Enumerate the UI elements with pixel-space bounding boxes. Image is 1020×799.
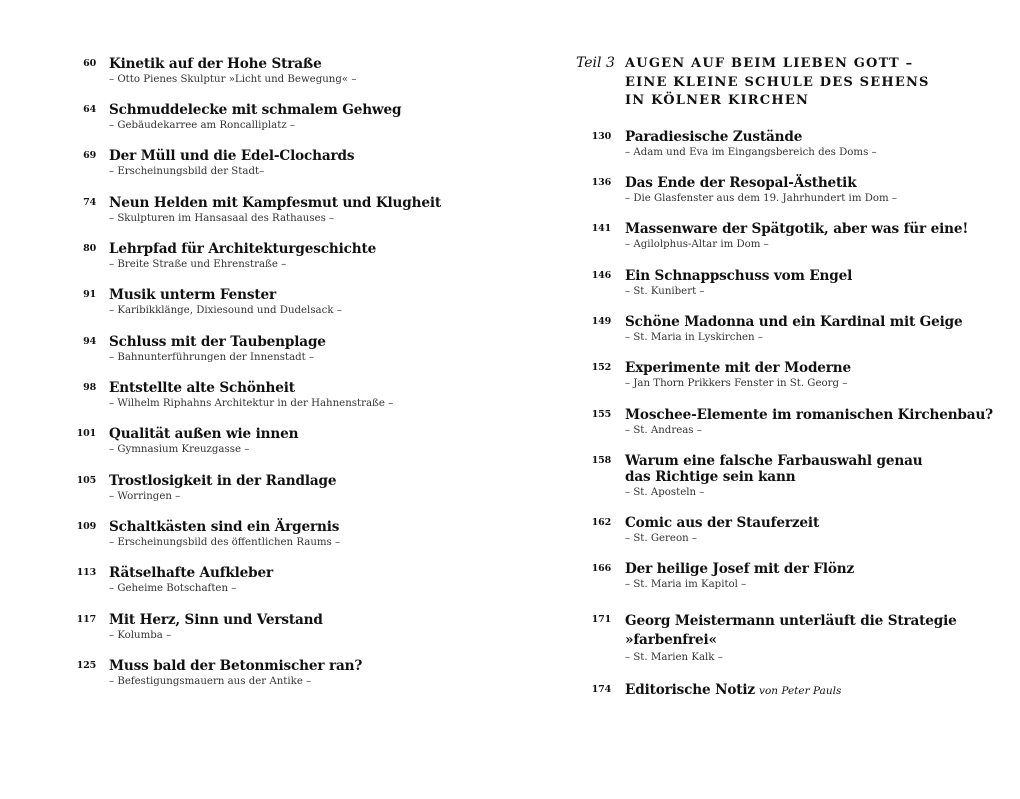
page-number: 146 [591, 270, 611, 281]
page-number: 152 [591, 362, 611, 373]
page-number: 91 [83, 289, 96, 300]
entry-title: Trostlosigkeit in der Randlage [109, 473, 337, 489]
entry-title: Musik unterm Fenster [109, 287, 277, 303]
page-number: 149 [591, 316, 611, 327]
entry-title-line: »farbenfrei« [625, 632, 717, 648]
entry-subtitle: – Kolumba – [109, 630, 172, 641]
entry-subtitle: – St. Maria im Kapitol – [625, 579, 747, 590]
entry-subtitle: – Erscheinungsbild des öffentlichen Raums – [109, 537, 341, 548]
entry-title: Entstellte alte Schönheit [109, 380, 295, 396]
entry-title: Paradiesische Zustände [625, 129, 803, 145]
entry-title: Experimente mit der Moderne [625, 360, 852, 376]
entry-subtitle: – Agilolphus-Altar im Dom – [625, 239, 769, 250]
page-number: 105 [76, 475, 96, 486]
entry-subtitle: – Wilhelm Riphahns Architektur in der Hahnenstraße – [109, 398, 394, 409]
entry-subtitle: – Worringen – [109, 491, 181, 502]
entry-title: Muss bald der Betonmischer ran? [109, 658, 363, 674]
page-number: 174 [591, 684, 611, 695]
entry-title-line: Warum eine falsche Farbauswahl genau [625, 453, 923, 469]
entry-title-line: Georg Meistermann unterläuft die Strategie [625, 613, 957, 629]
entry-title: Comic aus der Stauferzeit [625, 515, 820, 531]
entry-title: Rätselhafte Aufkleber [109, 565, 274, 581]
entry-title: Der Müll und die Edel-Clochards [109, 148, 355, 164]
entry-subtitle: – St. Marien Kalk – [625, 652, 723, 663]
entry-subtitle: – Befestigungsmauern aus der Antike – [109, 676, 312, 687]
entry-title: Kinetik auf der Hohe Straße [109, 56, 322, 72]
entry-title: Lehrpfad für Architekturgeschichte [109, 241, 377, 257]
part-title-line: IN KÖLNER KIRCHEN [625, 93, 810, 108]
entry-title: Neun Helden mit Kampfesmut und Klugheit [109, 195, 441, 211]
entry-subtitle: – St. Gereon – [625, 533, 697, 544]
page-number: 162 [591, 517, 611, 528]
entry-subtitle: – Karibikklänge, Dixiesound und Dudelsack – [109, 305, 342, 316]
page-number: 166 [591, 563, 611, 574]
page-number: 141 [591, 223, 611, 234]
entry-title-line: das Richtige sein kann [625, 469, 796, 485]
page-number: 113 [76, 567, 96, 578]
part-title-line: EINE KLEINE SCHULE DES SEHENS [625, 74, 930, 90]
entry-title: Schaltkästen sind ein Ärgernis [109, 519, 340, 535]
entry-subtitle: – Gebäudekarree am Roncalliplatz – [109, 120, 296, 131]
part-title-line: AUGEN AUF BEIM LIEBEN GOTT – [625, 56, 914, 71]
entry-subtitle: – Skulpturen im Hansasaal des Rathauses – [109, 213, 335, 224]
entry-subtitle: – Gymnasium Kreuzgasse – [109, 444, 250, 455]
entry-subtitle: – Otto Pienes Skulptur »Licht und Bewegung« – [109, 74, 357, 85]
page-number: 80 [83, 243, 96, 254]
entry-title: Schluss mit der Taubenplage [109, 334, 326, 350]
page-number: 94 [83, 336, 96, 347]
entry-subtitle: – Erscheinungsbild der Stadt– [109, 166, 265, 177]
page-number: 98 [83, 382, 96, 393]
entry-title-text: Editorische Notiz [625, 682, 756, 698]
page-number: 101 [76, 428, 96, 439]
entry-title: Massenware der Spätgotik, aber was für eine! [625, 221, 969, 237]
entry-subtitle: – Jan Thorn Prikkers Fenster in St. Georg – [625, 378, 848, 389]
part-title [625, 55, 930, 111]
page-number: 158 [591, 455, 611, 466]
page-number: 155 [591, 409, 611, 420]
page-number: 64 [83, 104, 96, 115]
page-number: 130 [591, 131, 611, 142]
entry-title [625, 682, 841, 699]
entry-author: von Peter Pauls [759, 685, 842, 697]
entry-subtitle: – St. Maria in Lyskirchen – [625, 332, 763, 343]
right-page [510, 0, 1020, 799]
entry-title: Der heilige Josef mit der Flönz [625, 561, 855, 577]
page-number: 74 [83, 197, 96, 208]
page-number: 125 [76, 660, 96, 671]
entry-subtitle: – St. Aposteln – [625, 487, 705, 498]
entry-title: Das Ende der Resopal-Ästhetik [625, 175, 857, 191]
page-number: 117 [76, 614, 96, 625]
part-label: Teil 3 [576, 55, 615, 71]
entry-title: Mit Herz, Sinn und Verstand [109, 612, 323, 628]
entry-subtitle: – St. Kunibert – [625, 286, 705, 297]
page-number: 109 [76, 521, 96, 532]
entry-title: Schöne Madonna und ein Kardinal mit Geige [625, 314, 963, 330]
entry-subtitle: – Die Glasfenster aus dem 19. Jahrhundert im Dom – [625, 193, 898, 204]
page-number: 136 [591, 177, 611, 188]
entry-title: Ein Schnappschuss vom Engel [625, 268, 853, 284]
entry-title: Schmuddelecke mit schmalem Gehweg [109, 102, 402, 118]
entry-title: Moschee-Elemente im romanischen Kirchenbau? [625, 407, 993, 423]
page-number: 60 [83, 58, 96, 69]
entry-subtitle: – Breite Straße und Ehrenstraße – [109, 259, 287, 270]
page-number: 171 [591, 614, 611, 625]
entry-title: Qualität außen wie innen [109, 426, 299, 442]
page-number: 69 [83, 150, 96, 161]
entry-subtitle: – Geheime Botschaften – [109, 583, 237, 594]
entry-subtitle: – Bahnunterführungen der Innenstadt – [109, 352, 315, 363]
entry-subtitle: – St. Andreas – [625, 425, 702, 436]
entry-subtitle: – Adam und Eva im Eingangsbereich des Doms – [625, 147, 877, 158]
